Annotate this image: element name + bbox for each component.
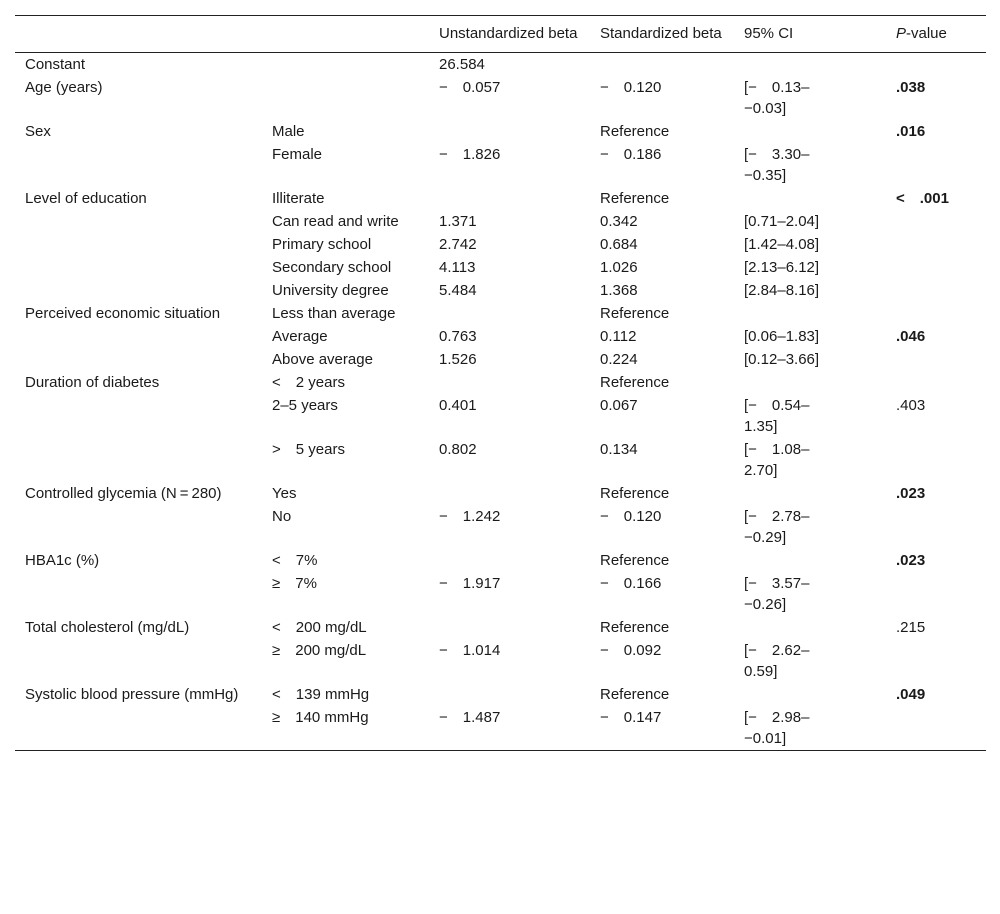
cell-category: University degree	[272, 282, 389, 299]
cell-variable: Level of education	[25, 190, 147, 207]
cell-standardized-beta: Reference	[600, 485, 670, 502]
table-row	[15, 325, 986, 348]
cell-standardized-beta: Reference	[600, 190, 670, 207]
cell-unstandardized-beta	[429, 482, 590, 505]
cell-unstandardized-beta	[429, 549, 590, 572]
cell-variable	[15, 572, 262, 616]
cell-standardized-beta: − 0.092	[600, 642, 662, 659]
table-header	[15, 16, 986, 53]
cell-category: ≥ 200 mg/dL	[272, 642, 367, 659]
header-confidence-interval: 95% CI	[744, 25, 794, 42]
cell-unstandardized-beta: 0.763	[439, 328, 477, 345]
cell-variable: Total cholesterol (mg/dL)	[25, 619, 190, 636]
table-row	[15, 616, 986, 639]
cell-p-value	[886, 348, 986, 371]
cell-unstandardized-beta: 2.742	[439, 236, 477, 253]
cell-variable	[15, 279, 262, 302]
cell-variable: Controlled glycemia (N = 280)	[25, 485, 222, 502]
cell-unstandardized-beta: − 1.487	[439, 709, 501, 726]
cell-standardized-beta: Reference	[600, 123, 670, 140]
cell-p-value: .038	[896, 79, 926, 96]
cell-unstandardized-beta: 26.584	[439, 56, 485, 73]
cell-category: Yes	[272, 485, 297, 502]
cell-unstandardized-beta	[429, 683, 590, 706]
cell-p-value: < .001	[896, 190, 949, 207]
cell-confidence-interval	[734, 616, 886, 639]
cell-unstandardized-beta: 4.113	[439, 259, 476, 276]
cell-variable: Perceived economic situation	[25, 305, 221, 322]
cell-p-value: .403	[896, 397, 926, 414]
cell-category: < 139 mmHg	[272, 686, 370, 703]
cell-variable	[15, 438, 262, 482]
header-p-value	[886, 16, 986, 53]
cell-category: Illiterate	[272, 190, 325, 207]
header-row	[15, 16, 986, 53]
cell-p-value	[886, 256, 986, 279]
cell-category: ≥ 7%	[272, 575, 317, 592]
table-row	[15, 143, 986, 187]
cell-p-value: .023	[896, 552, 926, 569]
table-row	[15, 505, 986, 549]
cell-confidence-interval: [0.71–2.04]	[744, 213, 820, 230]
header-unstandardized-beta: Unstandardized beta	[439, 25, 578, 42]
cell-category	[262, 53, 429, 77]
cell-standardized-beta: 0.067	[600, 397, 638, 414]
cell-confidence-interval: [− 3.30–−0.35]	[744, 146, 810, 184]
cell-unstandardized-beta	[429, 302, 590, 325]
cell-category: Average	[272, 328, 328, 345]
cell-standardized-beta: − 0.147	[600, 709, 662, 726]
cell-category: Can read and write	[272, 213, 399, 230]
cell-variable	[15, 256, 262, 279]
cell-p-value	[886, 639, 986, 683]
cell-standardized-beta: − 0.120	[600, 508, 662, 525]
cell-category: > 5 years	[272, 441, 345, 458]
cell-confidence-interval	[734, 187, 886, 210]
cell-unstandardized-beta: 0.802	[439, 441, 477, 458]
cell-p-value	[886, 53, 986, 77]
cell-confidence-interval: [− 3.57–−0.26]	[744, 575, 810, 613]
cell-standardized-beta: Reference	[600, 374, 670, 391]
cell-unstandardized-beta: − 1.917	[439, 575, 501, 592]
table-row	[15, 53, 986, 77]
cell-standardized-beta: 0.112	[600, 328, 637, 345]
table-row	[15, 706, 986, 751]
cell-p-value	[886, 279, 986, 302]
cell-confidence-interval: [− 0.54–1.35]	[744, 397, 810, 435]
cell-variable	[15, 348, 262, 371]
table-row	[15, 256, 986, 279]
cell-standardized-beta	[590, 53, 734, 77]
cell-standardized-beta: 0.134	[600, 441, 638, 458]
table-row	[15, 233, 986, 256]
cell-p-value	[886, 706, 986, 751]
cell-variable: Systolic blood pressure (mmHg)	[25, 686, 239, 703]
cell-standardized-beta: Reference	[600, 552, 670, 569]
cell-confidence-interval: [2.84–8.16]	[744, 282, 820, 299]
cell-unstandardized-beta	[429, 187, 590, 210]
cell-variable: Age (years)	[25, 79, 103, 96]
cell-unstandardized-beta: − 1.826	[439, 146, 501, 163]
header-category	[262, 16, 429, 53]
header-variable	[15, 16, 262, 53]
header-p-italic: P	[896, 25, 907, 42]
cell-category: Secondary school	[272, 259, 392, 276]
cell-confidence-interval: [− 2.62–0.59]	[744, 642, 810, 680]
cell-standardized-beta: − 0.186	[600, 146, 662, 163]
cell-p-value	[886, 438, 986, 482]
header-standardized-beta: Standardized beta	[600, 25, 722, 42]
cell-p-value: .046	[896, 328, 926, 345]
cell-category: No	[272, 508, 292, 525]
cell-variable: Duration of diabetes	[25, 374, 160, 391]
cell-confidence-interval	[734, 302, 886, 325]
cell-p-value	[886, 505, 986, 549]
cell-standardized-beta: 0.684	[600, 236, 638, 253]
cell-p-value	[886, 572, 986, 616]
cell-category: Male	[272, 123, 305, 140]
table-row	[15, 549, 986, 572]
cell-variable	[15, 233, 262, 256]
table-row	[15, 438, 986, 482]
cell-unstandardized-beta: 1.526	[439, 351, 477, 368]
table-row	[15, 683, 986, 706]
table-row	[15, 348, 986, 371]
cell-confidence-interval: [− 1.08–2.70]	[744, 441, 810, 479]
cell-unstandardized-beta: − 1.242	[439, 508, 501, 525]
cell-p-value	[886, 210, 986, 233]
cell-standardized-beta: − 0.120	[600, 79, 662, 96]
cell-p-value	[886, 143, 986, 187]
cell-variable	[15, 325, 262, 348]
table-row	[15, 572, 986, 616]
cell-category: < 200 mg/dL	[272, 619, 367, 636]
cell-standardized-beta: 1.026	[600, 259, 638, 276]
table-row	[15, 279, 986, 302]
table-row	[15, 187, 986, 210]
cell-standardized-beta: Reference	[600, 305, 670, 322]
cell-confidence-interval	[734, 549, 886, 572]
cell-standardized-beta: 0.342	[600, 213, 638, 230]
table-row	[15, 76, 986, 120]
cell-unstandardized-beta: 0.401	[439, 397, 477, 414]
cell-confidence-interval: [− 2.98–−0.01]	[744, 709, 810, 747]
cell-confidence-interval	[734, 482, 886, 505]
cell-category: ≥ 140 mmHg	[272, 709, 369, 726]
cell-confidence-interval: [− 2.78–−0.29]	[744, 508, 810, 546]
regression-table	[15, 15, 986, 751]
table-row	[15, 371, 986, 394]
table-body	[15, 53, 986, 751]
cell-variable	[15, 210, 262, 233]
table-row	[15, 210, 986, 233]
table-row	[15, 639, 986, 683]
cell-standardized-beta: 0.224	[600, 351, 638, 368]
cell-unstandardized-beta	[429, 616, 590, 639]
cell-standardized-beta: Reference	[600, 619, 670, 636]
cell-unstandardized-beta: − 1.014	[439, 642, 501, 659]
cell-variable: HBA1c (%)	[25, 552, 100, 569]
cell-category: 2–5 years	[272, 397, 338, 414]
cell-category: Female	[272, 146, 323, 163]
cell-p-value: .215	[896, 619, 926, 636]
cell-variable	[15, 143, 262, 187]
cell-category: < 2 years	[272, 374, 345, 391]
cell-variable	[15, 505, 262, 549]
cell-confidence-interval: [1.42–4.08]	[744, 236, 820, 253]
cell-variable	[15, 706, 262, 751]
table-row	[15, 482, 986, 505]
cell-p-value	[886, 371, 986, 394]
cell-p-value: .016	[896, 123, 926, 140]
cell-confidence-interval: [2.13–6.12]	[744, 259, 820, 276]
cell-category: Primary school	[272, 236, 372, 253]
cell-variable: Constant	[25, 56, 86, 73]
cell-variable	[15, 394, 262, 438]
cell-confidence-interval	[734, 683, 886, 706]
cell-p-value: .049	[896, 686, 926, 703]
table-row	[15, 302, 986, 325]
cell-confidence-interval	[734, 371, 886, 394]
cell-standardized-beta: 1.368	[600, 282, 638, 299]
cell-standardized-beta: Reference	[600, 686, 670, 703]
cell-category: Above average	[272, 351, 373, 368]
cell-category	[262, 76, 429, 120]
cell-variable: Sex	[25, 123, 51, 140]
cell-unstandardized-beta	[429, 120, 590, 143]
cell-unstandardized-beta: 1.371	[439, 213, 477, 230]
cell-unstandardized-beta: − 0.057	[439, 79, 501, 96]
cell-variable	[15, 639, 262, 683]
table-row	[15, 120, 986, 143]
cell-unstandardized-beta	[429, 371, 590, 394]
cell-confidence-interval: [0.06–1.83]	[744, 328, 820, 345]
cell-category: < 7%	[272, 552, 318, 569]
cell-confidence-interval	[734, 120, 886, 143]
header-p-suffix: -value	[906, 25, 947, 42]
cell-confidence-interval: [0.12–3.66]	[744, 351, 820, 368]
table-row	[15, 394, 986, 438]
cell-confidence-interval	[734, 53, 886, 77]
cell-standardized-beta: − 0.166	[600, 575, 662, 592]
cell-p-value	[886, 233, 986, 256]
cell-confidence-interval: [− 0.13–−0.03]	[744, 79, 810, 117]
cell-p-value	[886, 302, 986, 325]
cell-unstandardized-beta: 5.484	[439, 282, 477, 299]
cell-category: Less than average	[272, 305, 396, 322]
cell-p-value: .023	[896, 485, 926, 502]
